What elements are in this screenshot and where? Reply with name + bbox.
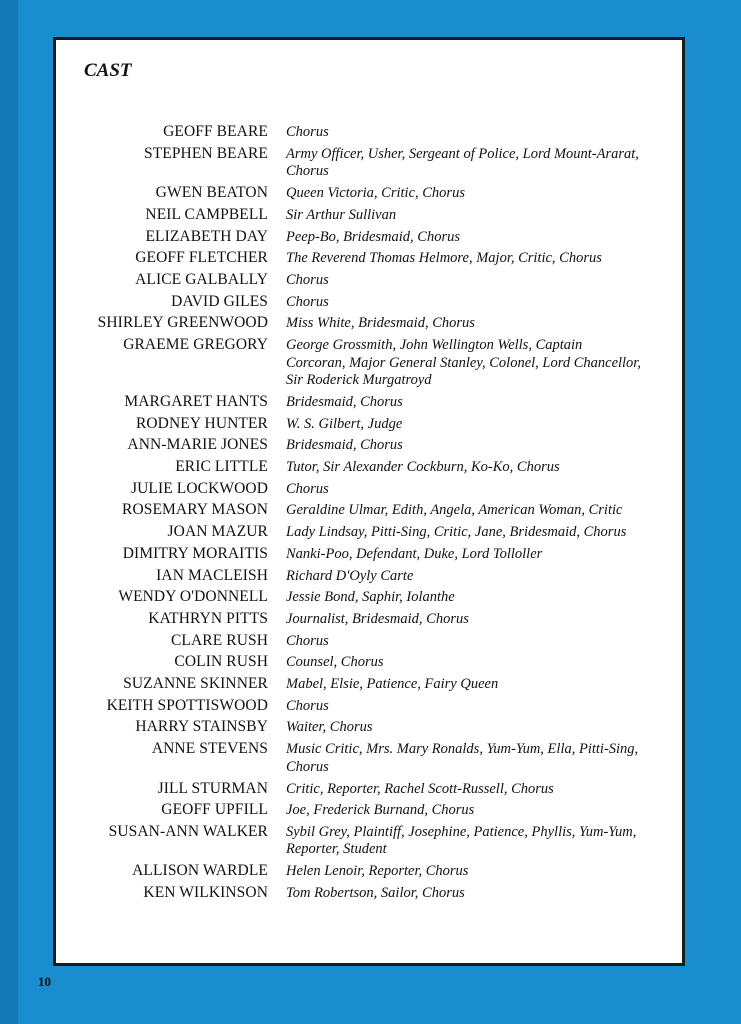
- cast-row: [56, 435, 688, 455]
- cast-member-role: Chorus: [286, 271, 329, 288]
- cast-row: [56, 227, 688, 247]
- cast-row: [56, 522, 688, 542]
- cast-row: [56, 779, 688, 799]
- cast-row: [56, 587, 688, 607]
- cast-member-role: Music Critic, Mrs. Mary Ronalds, Yum-Yum, Ella, Pitti-Sing, Chorus: [286, 741, 639, 775]
- cast-member-role: Geraldine Ulmar, Edith, Angela, American Woman, Critic: [286, 502, 623, 519]
- cast-member-name: DAVID GILES: [171, 292, 268, 310]
- cast-member-name: MARGARET HANTS: [124, 393, 268, 410]
- cast-member-name: ANNE STEVENS: [151, 740, 268, 757]
- cast-member-name: GWEN BEATON: [155, 184, 268, 202]
- cast-member-role: Mabel, Elsie, Patience, Fairy Queen: [286, 675, 499, 692]
- cast-member-role: Counsel, Chorus: [286, 654, 384, 671]
- cast-member-name: KEITH SPOTTISWOOD: [106, 696, 268, 714]
- cast-member-name: RODNEY HUNTER: [135, 414, 268, 432]
- cast-member-name: GRAEME GREGORY: [123, 336, 268, 353]
- cast-member-role: Journalist, Bridesmaid, Chorus: [286, 610, 469, 627]
- cast-member-role: Lady Lindsay, Pitti-Sing, Critic, Jane, Bridesmaid, Chorus: [286, 524, 627, 541]
- cast-member-name: NEIL CAMPBELL: [145, 205, 268, 223]
- cast-member-name: ALLISON WARDLE: [132, 862, 268, 880]
- page-edge: [0, 0, 18, 1024]
- cast-member-name: GEOFF UPFILL: [161, 801, 268, 819]
- cast-member-role: Joe, Frederick Burnand, Chorus: [286, 802, 475, 819]
- cast-member-name: IAN MACLEISH: [156, 566, 268, 584]
- cast-member-name: STEPHEN BEARE: [143, 144, 268, 162]
- cast-row: [56, 566, 688, 586]
- cast-row: [56, 696, 688, 716]
- cast-member-name: DIMITRY MORAITIS: [122, 544, 268, 562]
- cast-row: [56, 544, 688, 564]
- cast-member-role: Critic, Reporter, Rachel Scott-Russell, Chorus: [286, 780, 554, 797]
- cast-member-role: The Reverend Thomas Helmore, Major, Critic, Chorus: [286, 250, 602, 267]
- cast-member-role: Tom Robertson, Sailor, Chorus: [286, 885, 465, 902]
- cast-member-name: ROSEMARY MASON: [122, 501, 268, 519]
- cast-row: [56, 457, 688, 477]
- cast-row: [56, 248, 688, 268]
- cast-row: [56, 609, 688, 629]
- cast-member-name: HARRY STAINSBY: [135, 718, 268, 736]
- cast-member-name: GEOFF FLETCHER: [135, 249, 268, 267]
- cast-row: [56, 631, 688, 651]
- cast-member-name: WENDY O'DONNELL: [118, 588, 268, 606]
- cast-row: [56, 205, 688, 225]
- cast-member-role: Nanki-Poo, Defendant, Duke, Lord Tolloller: [286, 545, 543, 562]
- cast-member-name: COLIN RUSH: [174, 653, 268, 671]
- cast-member-name: ELIZABETH DAY: [145, 227, 268, 245]
- cast-member-role: Tutor, Sir Alexander Cockburn, Ko-Ko, Chorus: [286, 459, 560, 476]
- cast-row: [56, 822, 688, 859]
- cast-member-role: Chorus: [286, 697, 329, 714]
- cast-row: [56, 144, 688, 181]
- cast-member-role: Peep-Bo, Bridesmaid, Chorus: [286, 228, 460, 245]
- cast-row: [56, 183, 688, 203]
- cast-panel: [53, 37, 685, 966]
- cast-member-role: Helen Lenoir, Reporter, Chorus: [286, 863, 469, 880]
- cast-member-role: Waiter, Chorus: [286, 719, 373, 736]
- cast-member-name: ERIC LITTLE: [175, 458, 268, 476]
- cast-member-role: Chorus: [286, 632, 329, 649]
- page-number: 10: [38, 974, 51, 989]
- cast-member-name: ALICE GALBALLY: [135, 270, 268, 288]
- cast-member-role: Richard D'Oyly Carte: [286, 567, 414, 584]
- cast-member-role: Queen Victoria, Critic, Chorus: [286, 185, 465, 202]
- cast-row: [56, 652, 688, 672]
- cast-member-name: KATHRYN PITTS: [148, 609, 268, 627]
- cast-member-name: CLARE RUSH: [170, 631, 268, 649]
- cast-row: [56, 883, 688, 903]
- cast-member-name: JOAN MAZUR: [167, 523, 268, 541]
- cast-row: [56, 800, 688, 820]
- cast-member-role: Chorus: [286, 124, 329, 140]
- cast-member-name: SUZANNE SKINNER: [123, 674, 268, 692]
- cast-row: [56, 717, 688, 737]
- cast-row: [56, 414, 688, 434]
- cast-member-name: SUSAN-ANN WALKER: [108, 822, 268, 840]
- cast-row: [56, 861, 688, 881]
- cast-member-name: JULIE LOCKWOOD: [130, 479, 268, 497]
- cast-row: [56, 500, 688, 520]
- cast-heading: CAST: [84, 60, 132, 81]
- cast-member-role: Sir Arthur Sullivan: [286, 206, 397, 223]
- cast-member-role: Bridesmaid, Chorus: [286, 437, 403, 454]
- cast-member-role: Sybil Grey, Plaintiff, Josephine, Patience, Phyllis, Yum-Yum, Reporter, Student: [286, 823, 637, 858]
- cast-member-name: ANN-MARIE JONES: [127, 436, 268, 454]
- cast-row: [56, 122, 688, 142]
- cast-row: [56, 292, 688, 312]
- cast-member-name: SHIRLEY GREENWOOD: [97, 314, 268, 332]
- cast-row: [56, 479, 688, 499]
- cast-member-role: George Grossmith, John Wellington Wells, Captain Corcoran, Major General Stanley, Colonel, Lord Chancellor, Sir Roderick Murgatroyd: [286, 337, 641, 388]
- cast-member-role: Army Officer, Usher, Sergeant of Police, Lord Mount-Ararat, Chorus: [286, 145, 639, 180]
- cast-row: [56, 335, 688, 390]
- cast-member-name: GEOFF BEARE: [163, 123, 268, 140]
- cast-row: [56, 739, 688, 776]
- cast-member-role: W. S. Gilbert, Judge: [286, 415, 403, 432]
- cast-list: [56, 122, 688, 905]
- cast-member-name: JILL STURMAN: [157, 779, 268, 797]
- cast-member-role: Chorus: [286, 480, 329, 497]
- cast-member-role: Bridesmaid, Chorus: [286, 394, 403, 410]
- cast-row: [56, 270, 688, 290]
- cast-row: [56, 674, 688, 694]
- cast-row: [56, 313, 688, 333]
- cast-member-role: Jessie Bond, Saphir, Iolanthe: [286, 589, 455, 606]
- cast-member-name: KEN WILKINSON: [143, 884, 268, 902]
- cast-member-role: Miss White, Bridesmaid, Chorus: [286, 315, 475, 332]
- cast-row: [56, 392, 688, 412]
- cast-member-role: Chorus: [286, 293, 329, 310]
